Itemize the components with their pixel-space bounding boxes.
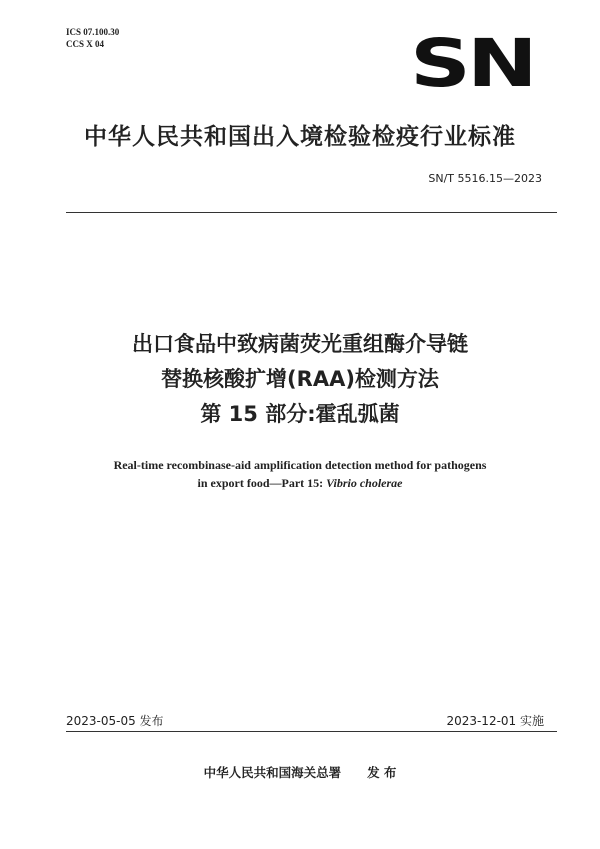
sn-logo: SN (410, 25, 534, 102)
title-cn-line2: 替换核酸扩增(RAA)检测方法 (161, 367, 439, 391)
standard-number: SN/T 5516.15—2023 (428, 172, 542, 185)
title-en-line2-prefix: in export food—Part 15: (197, 476, 324, 490)
top-divider (66, 212, 557, 213)
title-en-species: Vibrio cholerae (326, 476, 403, 490)
ccs-code: CCS X 04 (66, 39, 105, 49)
bottom-divider (66, 731, 557, 732)
issuer-action: 发 布 (367, 765, 397, 780)
title-en-line2 (0, 474, 600, 492)
implement-date: 2023-12-01 实施 (446, 714, 544, 728)
title-en (0, 456, 600, 492)
title-cn-line3: 第 15 部分:霍乱弧菌 (200, 402, 400, 426)
title-cn-line1: 出口食品中致病菌荧光重组酶介导链 (132, 332, 468, 356)
classification-codes (66, 26, 119, 50)
issuer (0, 763, 600, 781)
issuer-name: 中华人民共和国海关总署 (203, 765, 342, 780)
issue-date: 2023-05-05 发布 (66, 714, 164, 728)
title-en-line1: Real-time recombinase-aid amplification detection method for pathogens (113, 458, 487, 472)
ics-code: ICS 07.100.30 (66, 27, 120, 37)
standard-category: 中华人民共和国出入境检验检疫行业标准 (84, 124, 516, 150)
